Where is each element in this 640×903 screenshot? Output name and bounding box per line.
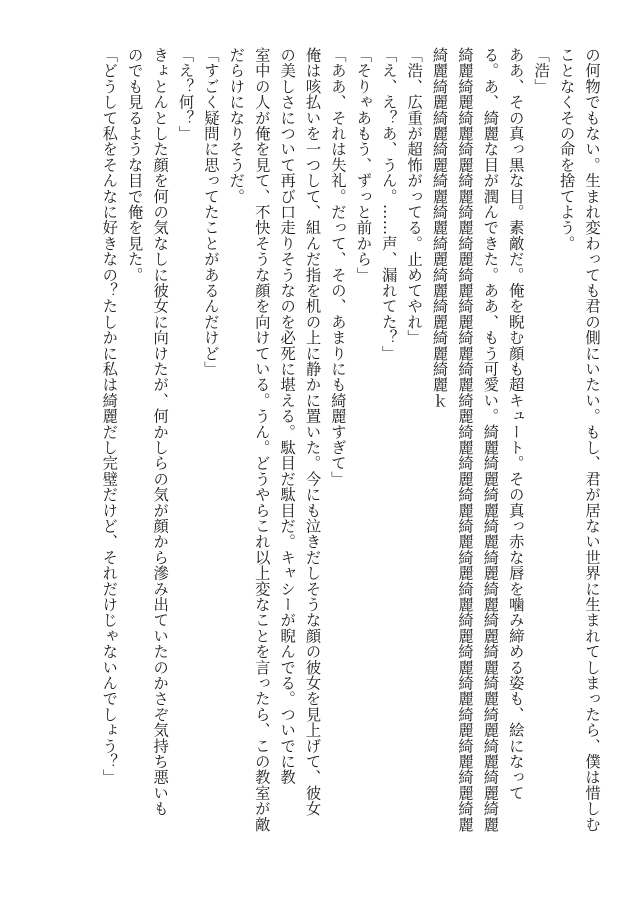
text-line-6: 綺麗綺麗綺麗綺麗綺麗綺麗綺麗綺麗綺麗綺麗綺麗綺麗綺麗綺麗綺麗綺麗綺麗綺麗綺麗綺麗綺麗綺麗綺麗綺麗綺麗: [455, 47, 474, 832]
text-line-8: 「浩、広重が超怖がってる。止めてやれ」: [405, 47, 424, 346]
text-line-20: 「どうして私をそんなに好きなの？たしかに私は綺麗だし完璧だけど、それだけじゃないんでしょう？」: [100, 47, 119, 785]
text-line-10: 「そりゃあもう、ずっと前から」: [354, 47, 373, 283]
text-line-12: 俺は咳払いを一つして、組んだ指を机の上に静かに置いた。今にも泣きだしそうな顔の彼女を見上げて、彼女: [303, 47, 322, 817]
text-line-9: 「え、え？あ、うん。……声、漏れてた？」: [379, 47, 398, 361]
text-line-18: きょとんとした顔を何の気なしに彼女に向けたが、何かしらの気が顔から滲み出ていたのかさぞ気持ち悪いも: [151, 47, 170, 817]
text-line-7: 綺麗綺麗綺麗綺麗綺麗綺麗綺麗綺麗綺麗綺麗綺麗ｋ: [430, 47, 449, 409]
text-line-13: の美しさについて再び口走りそうなのを必死に堪える。駄目だ駄目だ。キャシーが睨んでる。ついでに教: [278, 47, 297, 785]
text-line-16: 「すごく疑問に思ってたことがあるんだけど」: [201, 47, 220, 377]
text-line-19: のでも見るような目で俺を見た。: [125, 47, 144, 283]
text-line-15: だらけになりそうだ。: [227, 47, 246, 204]
text-line-5: る。あ、綺麗な目が潤んできた。ああ、もう可愛い。綺麗綺麗綺麗綺麗綺麗綺麗綺麗綺麗綺麗綺麗綺麗綺麗綺麗: [481, 47, 500, 832]
text-line-17: 「え？何？」: [176, 47, 195, 142]
text-line-3: 「浩」: [532, 47, 551, 95]
text-line-1: の何物でもない。生まれ変わっても君の側にいたい。もし、君が居ない世界に生まれてしまったら、僕は惜しむ: [583, 47, 601, 832]
vertical-text-block: [96, 47, 604, 832]
text-line-4: ああ、その真っ黒な目。素敵だ。俺を睨む顔も超キュート。その真っ赤な唇を噛み締める姿も、絵になって: [506, 47, 525, 801]
text-line-2: ことなくその命を捨てよう。: [557, 47, 576, 252]
text-line-11: 「ああ、それは失礼。だって、その、あまりにも綺麗すぎて」: [328, 47, 347, 487]
text-line-14: 室中の人が俺を見て、不快そうな顔を向けている。うん。どうやらこれ以上変なことを言ったら、この教室が敵: [252, 47, 271, 832]
